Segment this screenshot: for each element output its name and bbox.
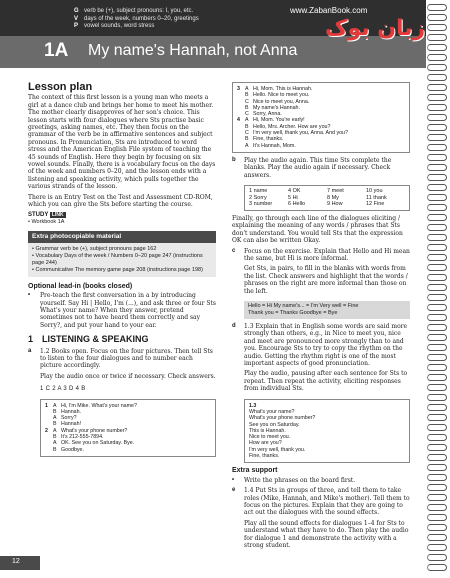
right-column — [232, 80, 410, 555]
script-line: 1 A Hi, I'm Mike. What's your name? — [45, 402, 137, 409]
optional-leadin-heading: Optional lead-in (books closed) — [28, 282, 133, 290]
rhythm-line: What's your phone number? — [249, 415, 316, 422]
spiral-ring — [427, 244, 447, 251]
spiral-ring — [427, 294, 447, 301]
exercise-a: a 1.2 Books open. Focus on the four pictures. Then tell Sts to listen to the four dialogues and to number each picture accordingly. Play the audio once or twice if necessary. Check answers. — [28, 347, 216, 380]
spiral-ring — [427, 204, 447, 211]
spiral-ring — [427, 324, 447, 331]
phrase-equivalents-box: Hello = Hi My name's... = I'm Very well = Fine Thank you = Thanks Goodbye = Bye — [244, 301, 410, 319]
script-line: B Fine, thanks. — [245, 136, 284, 143]
spiral-ring — [427, 24, 447, 31]
left-column — [28, 78, 216, 461]
spiral-ring — [427, 224, 447, 231]
spiral-ring — [427, 524, 447, 531]
grid-answer: 3 number — [249, 201, 273, 208]
spiral-ring — [427, 564, 447, 571]
spiral-ring — [427, 314, 447, 321]
grid-answer: 11 thank — [366, 194, 387, 201]
lesson-plan-heading: Lesson plan — [28, 81, 93, 93]
spiral-ring — [427, 84, 447, 91]
spiral-ring — [427, 534, 447, 541]
lesson-objectives — [74, 8, 199, 31]
grid-answer: 1 name — [249, 188, 268, 195]
spiral-ring — [427, 234, 447, 241]
spiral-ring — [427, 4, 447, 11]
spiral-ring — [427, 94, 447, 101]
exercise-d: d 1.3 Explain that in English some words are said more strongly than others, e.g., in Nice to meet you, nice and meet are pronounced more strongly than to and you. Encourage Sts to try to copy the rhythm on the audio. Getting the rhythm right is one of the most important aspects of good pronunciation. Play the audio, pausing after each sentence for Sts to repeat. Then repeat the activity, eliciting responses from individual Sts. — [232, 323, 408, 393]
script-line: C I'm very well, thank you, Anna. And you? — [245, 130, 348, 137]
spiral-ring — [427, 74, 447, 81]
rhythm-line: Nice to meet you. — [249, 434, 291, 441]
spiral-ring — [427, 134, 447, 141]
grid-answer: 8 My — [327, 194, 339, 201]
script-line: 4 A Hi, Mom. You're early! — [237, 117, 305, 124]
extra-material-box — [28, 231, 216, 276]
script-line: A It's Hannah, Mom. — [245, 142, 296, 149]
spiral-ring — [427, 14, 447, 21]
lesson-title: My name's Hannah, not Anna — [88, 42, 298, 59]
study-link-item: • Workbook 1A — [28, 219, 216, 226]
spiral-ring — [427, 164, 447, 171]
script-line: B It's 212-555-7894. — [53, 434, 104, 441]
exercise-e: e 1.4 Put Sts in groups of three, and tell them to take roles (Mike, Hannah, and Mike's mother). Tell them to focus on the pictures. Explain that they are going to act out the dialogues with the sound effects. Play all the sound effects for dialogues 1–4 for Sts to understand what they have to do. Then play the audio for dialogue 1 and demonstrate the activity with a strong student. — [232, 487, 410, 550]
rhythm-line: This is Hannah. — [249, 427, 286, 434]
section-heading: 1 LISTENING & SPEAKING — [28, 334, 149, 345]
spiral-ring — [427, 454, 447, 461]
spiral-ring — [427, 264, 447, 271]
spiral-ring — [427, 354, 447, 361]
spiral-ring — [427, 54, 447, 61]
spiral-ring — [427, 444, 447, 451]
spiral-ring — [427, 304, 447, 311]
spiral-ring — [427, 424, 447, 431]
grid-answer: 9 How — [327, 201, 343, 208]
exercise-c: c Focus on the exercise. Explain that Hello and Hi mean the same, but Hi is more informal. Get Sts, in pairs, to fill in the blanks with words from the list. Check answers and highlight that the words / phrases on the right are more informal than those on the left. — [232, 247, 410, 295]
audio-script-box-continued — [232, 82, 410, 153]
rhythm-line: I'm very well, thank you. — [249, 446, 306, 453]
extra-material-item: • Communicative The memory game page 208 (instructions page 198) — [32, 267, 212, 274]
spiral-ring — [427, 404, 447, 411]
page-number: 12 — [12, 558, 20, 565]
spiral-ring — [427, 364, 447, 371]
lesson-number: 1A — [44, 40, 69, 61]
optional-leadin-item: • Pre-teach the first conversation in a by introducing yourself. Say Hi | Hello, I'm (...), and ask three or four Sts What's your name? When they answer, pretend sometimes not to have heard them correctly and say Sorry?, and put your hand to your ear. — [28, 292, 216, 329]
spiral-ring — [427, 44, 447, 51]
spiral-ring — [427, 124, 447, 131]
script-line: C Sorry, Anna. — [245, 111, 282, 118]
objective-grammar: G verb be (+), subject pronouns: I, you, etc. — [74, 8, 194, 14]
spiral-ring — [427, 514, 447, 521]
answer-key: 1 C 2 A 3 D 4 B — [40, 386, 86, 393]
script-line: B My name's Hannah. — [245, 104, 300, 111]
spiral-ring — [427, 114, 447, 121]
grid-answer: 12 Fine — [366, 201, 385, 208]
grid-answer: 7 meet — [327, 188, 344, 195]
spiral-ring — [427, 554, 447, 561]
grid-answer: 6 Hello — [288, 201, 306, 208]
spiral-ring — [427, 104, 447, 111]
spiral-ring — [427, 334, 447, 341]
script-line: A OK. See you on Saturday. Bye. — [53, 440, 135, 447]
grid-answer: 4 OK — [288, 188, 301, 195]
script-line: B Goodbye. — [53, 446, 84, 453]
spiral-ring — [427, 274, 447, 281]
grid-answer: 10 you — [366, 188, 383, 195]
rhythm-script-box: 1.3 What's your name? What's your phone number? See you on Saturday. This is Hannah. Nice to meet you. How are you? I'm very well, thank you. Fine, thanks. — [244, 399, 410, 464]
spiral-ring — [427, 374, 447, 381]
objective-pronunciation: P vowel sounds, word stress — [74, 23, 155, 29]
extra-support-heading: Extra support — [232, 467, 278, 475]
exercise-b: b Play the audio again. This time Sts complete the blanks. Play the audio again if necessary. Check answers. — [232, 156, 392, 179]
grid-answer: 2 Sorry — [249, 194, 267, 201]
rhythm-line: Fine, thanks. — [249, 453, 280, 460]
spiral-ring — [427, 384, 447, 391]
spiral-ring — [427, 144, 447, 151]
spiral-ring — [427, 194, 447, 201]
script-line: B Hello, Mrs. Archer. How are you? — [245, 123, 331, 130]
site-watermark: www.ZabanBook.com — [290, 6, 368, 15]
objective-vocabulary: V days of the week, numbers 0–20, greetings — [74, 15, 199, 22]
spiral-ring — [427, 394, 447, 401]
script-line: A Sorry? — [53, 415, 77, 422]
spiral-ring — [427, 344, 447, 351]
spiral-ring — [427, 494, 447, 501]
audio-script-box — [40, 399, 216, 457]
spiral-ring — [427, 544, 447, 551]
spiral-ring — [427, 214, 447, 221]
spiral-ring — [427, 504, 447, 511]
script-line: B Hello. Nice to meet you. — [245, 92, 310, 99]
spiral-ring — [427, 284, 447, 291]
script-line: 2 A What's your phone number? — [45, 427, 128, 434]
intro-paragraph: The context of this first lesson is a young man who meets a girl at a dance club and brings her home to meet his mother. The mother clearly disapproves of her son's choice. This lesson starts with four dialogues where Sts practise basic greetings, asking names, etc. They then focus on the grammar of the verb be in affirmative sentences and subject pronouns. In Pronunciation, Sts are introduced to word stress and the American English File system of teaching the 45 sounds of English. Here they begin by focusing on six vowel sounds. Finally, there is a vocabulary focus on the days of the week and numbers 0–20, and the lesson ends with a listening and speaking activity, which pulls together the various strands of the lesson. — [28, 94, 216, 191]
entry-test-paragraph: There is an Entry Test on the Test and Assessment CD-ROM, which you can give the Sts before starting the course. — [28, 193, 213, 209]
rhythm-line: See you on Saturday. — [249, 421, 300, 428]
site-logo: زبان بوک — [325, 16, 426, 41]
spiral-ring — [427, 474, 447, 481]
exercise-b-followup: Finally, go through each line of the dialogues eliciting / explaining the meaning of any words / phrases that Sts don't understand. You would tell Sts that the expression OK can also be written Okay. — [232, 214, 403, 245]
extra-material-item: • Vocabulary Days of the week / Numbers 0–20 page 247 (instructions page 244) — [32, 253, 212, 267]
rhythm-line: How are you? — [249, 440, 282, 447]
study-link-label: STUDY LINK — [28, 211, 64, 218]
spiral-ring — [427, 434, 447, 441]
spiral-ring — [427, 464, 447, 471]
spiral-ring — [427, 64, 447, 71]
spiral-ring — [427, 254, 447, 261]
spiral-binding — [424, 0, 450, 578]
script-line: 3 A Hi, Mom. This is Hannah. — [237, 86, 313, 92]
page-footer-tab — [0, 556, 40, 570]
lesson-header — [0, 0, 426, 68]
answer-grid — [244, 185, 410, 211]
spiral-ring — [427, 154, 447, 161]
spiral-ring — [427, 34, 447, 41]
spiral-ring — [427, 184, 447, 191]
extra-material-title: Extra photocopiable material — [28, 231, 216, 242]
spiral-ring — [427, 484, 447, 491]
extra-support-item: • Write the phrases on the board first. — [232, 476, 356, 484]
spiral-ring — [427, 414, 447, 421]
script-line: B Hannah. — [53, 408, 82, 415]
script-line: C Nice to meet you, Anna. — [245, 98, 310, 105]
spiral-ring — [427, 174, 447, 181]
rhythm-line: What's your name? — [249, 408, 295, 415]
extra-material-item: • Grammar verb be (+), subject pronouns page 162 — [32, 246, 212, 253]
script-line: B Hannah! — [53, 421, 82, 428]
grid-answer: 5 Hi — [288, 194, 298, 201]
study-link-list — [28, 219, 216, 226]
